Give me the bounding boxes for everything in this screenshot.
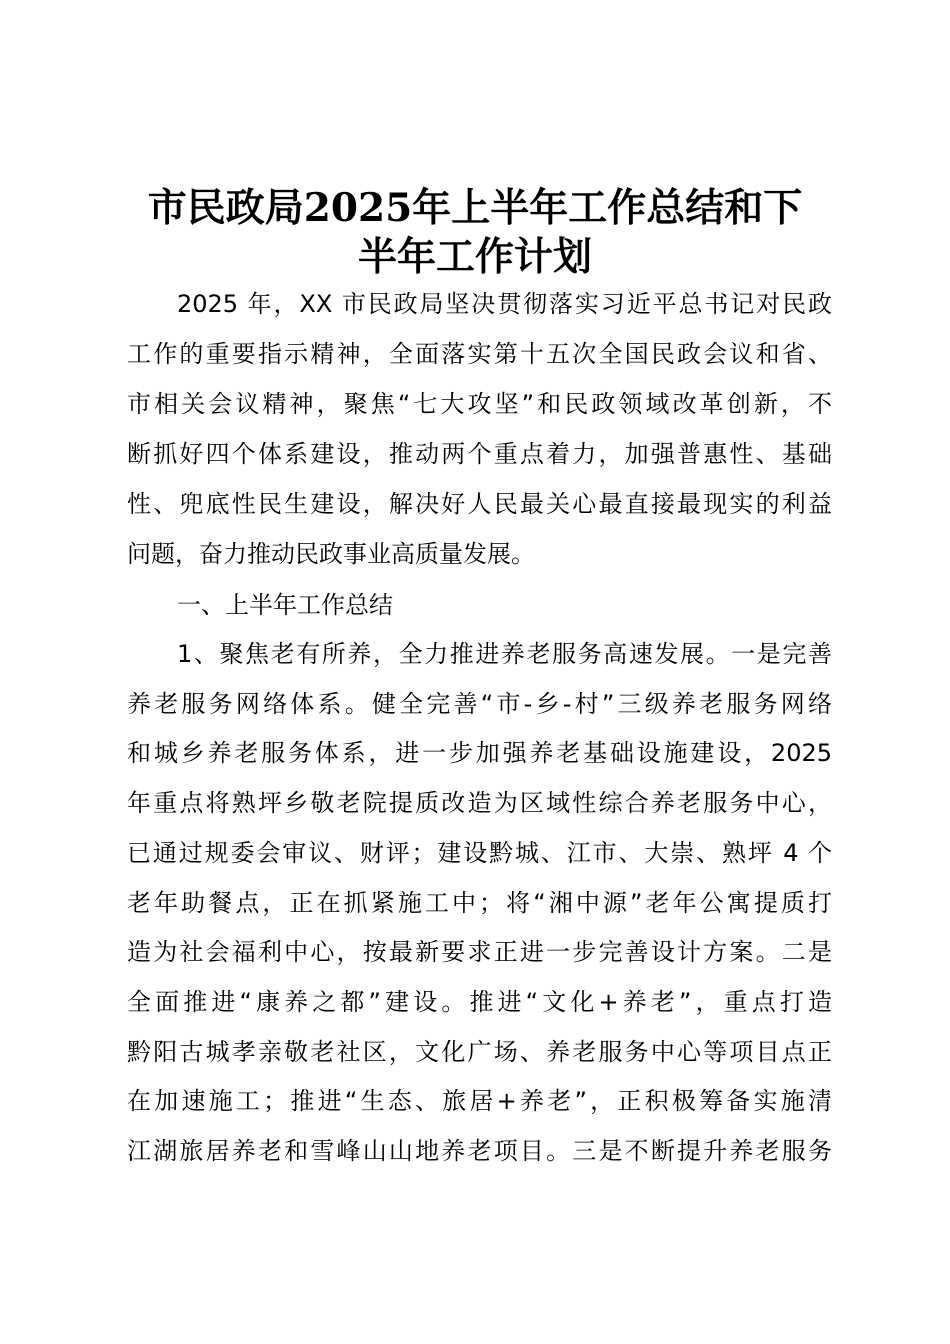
intro-line-6: 问题，奋力推动民政事业高质量发展。	[127, 540, 535, 568]
section-heading: 一、上半年工作总结	[177, 591, 393, 619]
section1-line-3: 和城乡养老服务体系，进一步加强养老基础设施建设，2025	[127, 739, 832, 767]
section1-line-6: 老年助餐点，正在抓紧施工中；将“湘中源”老年公寓提质打	[127, 889, 832, 917]
section1-line-8: 全面推进“康养之都”建设。推进“文化+养老”，重点打造	[127, 988, 832, 1016]
section1-line-4: 年重点将熟坪乡敬老院提质改造为区域性综合养老服务中心，	[127, 789, 832, 817]
intro-line-3: 市相关会议精神，聚焦“七大攻坚”和民政领域改革创新，不	[127, 390, 832, 418]
section1-line-11: 江湖旅居养老和雪峰山山地养老项目。三是不断提升养老服务	[127, 1137, 832, 1165]
section1-line-1: 1、聚焦老有所养，全力推进养老服务高速发展。一是完善	[177, 640, 832, 668]
section1-line-9: 黔阳古城孝亲敬老社区，文化广场、养老服务中心等项目点正	[127, 1038, 832, 1066]
intro-line-4: 断抓好四个体系建设，推动两个重点着力，加强普惠性、基础	[127, 440, 832, 468]
intro-line-2: 工作的重要指示精神，全面落实第十五次全国民政会议和省、	[127, 340, 832, 368]
section1-line-7: 造为社会福利中心，按最新要求正进一步完善设计方案。二是	[127, 938, 832, 966]
document-title-line-2: 半年工作计划	[357, 234, 592, 280]
document-title-line-1: 市民政局2025年上半年工作总结和下	[147, 185, 803, 231]
section1-line-10: 在加速施工；推进“生态、旅居+养老”，正积极筹备实施清	[127, 1087, 832, 1115]
section1-line-2: 养老服务网络体系。健全完善“市-乡-村”三级养老服务网络	[127, 690, 832, 718]
intro-line-5: 性、兜底性民生建设，解决好人民最关心最直接最现实的利益	[127, 490, 832, 518]
section1-line-5: 已通过规委会审议、财评；建设黔城、江市、大崇、熟坪 4 个	[127, 839, 832, 867]
intro-line-1: 2025 年，XX 市民政局坚决贯彻落实习近平总书记对民政	[177, 290, 832, 318]
